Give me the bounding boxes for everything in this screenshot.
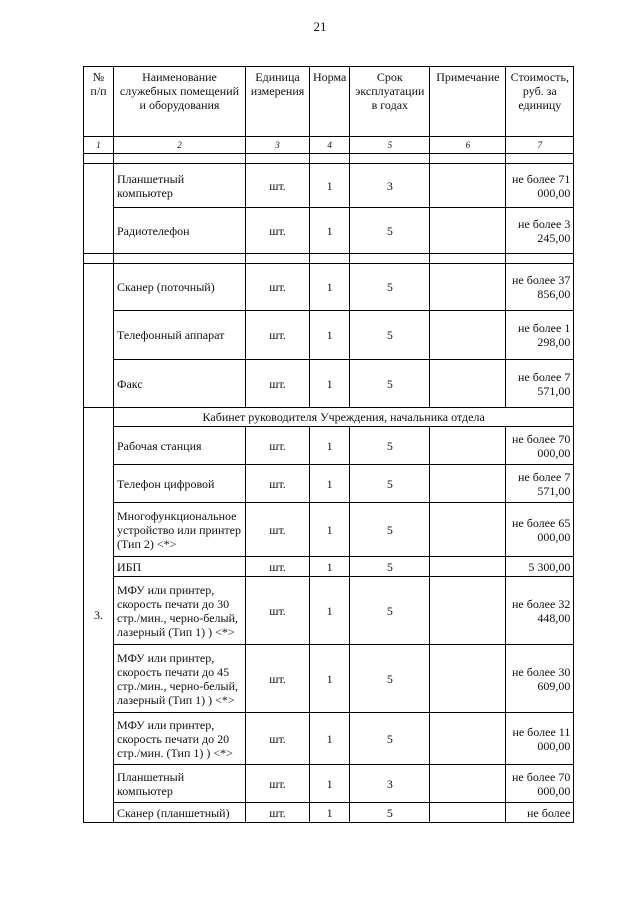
item-norm: 1 bbox=[310, 503, 350, 557]
table-row bbox=[84, 427, 574, 465]
item-name: Планшетный компьютер bbox=[114, 765, 246, 803]
item-note bbox=[430, 557, 506, 577]
item-name: Планшетный компьютер bbox=[114, 164, 246, 208]
item-norm: 1 bbox=[310, 164, 350, 208]
item-norm: 1 bbox=[310, 264, 350, 311]
item-norm: 1 bbox=[310, 427, 350, 465]
section-number: 3. bbox=[84, 408, 114, 823]
item-term: 5 bbox=[350, 264, 430, 311]
item-unit: шт. bbox=[246, 427, 310, 465]
item-norm: 1 bbox=[310, 803, 350, 823]
item-term: 3 bbox=[350, 164, 430, 208]
item-price: не более bbox=[506, 803, 574, 823]
column-number: 1 bbox=[84, 137, 114, 154]
column-number: 7 bbox=[506, 137, 574, 154]
section-row bbox=[84, 408, 574, 427]
item-price: не более 30 609,00 bbox=[506, 645, 574, 713]
item-price: не более 65 000,00 bbox=[506, 503, 574, 557]
item-price: не более 7 571,00 bbox=[506, 465, 574, 503]
item-unit: шт. bbox=[246, 577, 310, 645]
item-price: не более 11 000,00 bbox=[506, 713, 574, 765]
item-note bbox=[430, 311, 506, 360]
row-number-cell bbox=[84, 164, 114, 254]
item-name: МФУ или принтер, скорость печати до 30 стр./мин., черно-белый, лазерный (Тип 1) ) <*> bbox=[114, 577, 246, 645]
item-term: 5 bbox=[350, 208, 430, 254]
item-name: ИБП bbox=[114, 557, 246, 577]
column-number: 4 bbox=[310, 137, 350, 154]
column-number: 6 bbox=[430, 137, 506, 154]
header-norm: Норма bbox=[310, 67, 350, 137]
table-row bbox=[84, 713, 574, 765]
item-note bbox=[430, 645, 506, 713]
table-row bbox=[84, 557, 574, 577]
item-note bbox=[430, 765, 506, 803]
item-term: 5 bbox=[350, 557, 430, 577]
column-number: 3 bbox=[246, 137, 310, 154]
item-name: Многофункциональное устройство или принтер (Тип 2) <*> bbox=[114, 503, 246, 557]
table-row bbox=[84, 765, 574, 803]
header-price: Стоимость, руб. за единицу bbox=[506, 67, 574, 137]
item-term: 5 bbox=[350, 465, 430, 503]
item-note bbox=[430, 427, 506, 465]
row-number-cell bbox=[84, 264, 114, 408]
item-name: Сканер (поточный) bbox=[114, 264, 246, 311]
column-number-row bbox=[84, 137, 574, 154]
item-unit: шт. bbox=[246, 311, 310, 360]
item-unit: шт. bbox=[246, 164, 310, 208]
table-row bbox=[84, 311, 574, 360]
item-note bbox=[430, 208, 506, 254]
item-norm: 1 bbox=[310, 360, 350, 408]
header-name: Наименование служебных помещений и оборудования bbox=[114, 67, 246, 137]
item-name: Сканер (планшетный) bbox=[114, 803, 246, 823]
item-unit: шт. bbox=[246, 557, 310, 577]
item-name: Факс bbox=[114, 360, 246, 408]
item-price: не более 70 000,00 bbox=[506, 765, 574, 803]
table-row bbox=[84, 360, 574, 408]
item-norm: 1 bbox=[310, 577, 350, 645]
item-norm: 1 bbox=[310, 645, 350, 713]
item-name: Радиотелефон bbox=[114, 208, 246, 254]
item-price: 5 300,00 bbox=[506, 557, 574, 577]
item-price: не более 7 571,00 bbox=[506, 360, 574, 408]
item-term: 5 bbox=[350, 311, 430, 360]
item-term: 5 bbox=[350, 803, 430, 823]
header-note: Примечание bbox=[430, 67, 506, 137]
item-unit: шт. bbox=[246, 465, 310, 503]
item-note bbox=[430, 713, 506, 765]
item-price: не более 32 448,00 bbox=[506, 577, 574, 645]
header-row bbox=[84, 67, 574, 137]
table-row bbox=[84, 645, 574, 713]
item-name: Телефон цифровой bbox=[114, 465, 246, 503]
item-note bbox=[430, 503, 506, 557]
item-term: 5 bbox=[350, 427, 430, 465]
item-unit: шт. bbox=[246, 713, 310, 765]
item-note bbox=[430, 577, 506, 645]
item-norm: 1 bbox=[310, 557, 350, 577]
table-row bbox=[84, 503, 574, 557]
item-unit: шт. bbox=[246, 803, 310, 823]
item-name: Телефонный аппарат bbox=[114, 311, 246, 360]
item-norm: 1 bbox=[310, 713, 350, 765]
item-norm: 1 bbox=[310, 208, 350, 254]
item-unit: шт. bbox=[246, 208, 310, 254]
table-row bbox=[84, 208, 574, 254]
item-term: 5 bbox=[350, 713, 430, 765]
item-price: не более 1 298,00 bbox=[506, 311, 574, 360]
item-note bbox=[430, 264, 506, 311]
item-term: 5 bbox=[350, 645, 430, 713]
item-term: 5 bbox=[350, 503, 430, 557]
item-note bbox=[430, 164, 506, 208]
header-unit: Единица измерения bbox=[246, 67, 310, 137]
equipment-table bbox=[83, 66, 574, 823]
item-unit: шт. bbox=[246, 360, 310, 408]
item-price: не более 70 000,00 bbox=[506, 427, 574, 465]
table-row bbox=[84, 465, 574, 503]
column-number: 5 bbox=[350, 137, 430, 154]
table-row bbox=[84, 803, 574, 823]
item-note bbox=[430, 465, 506, 503]
item-unit: шт. bbox=[246, 503, 310, 557]
item-term: 3 bbox=[350, 765, 430, 803]
table-row bbox=[84, 264, 574, 311]
spacer-row bbox=[84, 254, 574, 264]
item-norm: 1 bbox=[310, 465, 350, 503]
table-row bbox=[84, 577, 574, 645]
section-title: Кабинет руководителя Учреждения, начальника отдела bbox=[114, 408, 574, 427]
item-name: МФУ или принтер, скорость печати до 45 стр./мин., черно-белый, лазерный (Тип 1) ) <*> bbox=[114, 645, 246, 713]
item-norm: 1 bbox=[310, 765, 350, 803]
item-name: МФУ или принтер, скорость печати до 20 стр./мин. (Тип 1) ) <*> bbox=[114, 713, 246, 765]
header-number: № п/п bbox=[84, 67, 114, 137]
item-norm: 1 bbox=[310, 311, 350, 360]
column-number: 2 bbox=[114, 137, 246, 154]
item-price: не более 37 856,00 bbox=[506, 264, 574, 311]
spacer-row bbox=[84, 154, 574, 164]
item-unit: шт. bbox=[246, 645, 310, 713]
item-note bbox=[430, 360, 506, 408]
page-number: 21 bbox=[313, 19, 327, 34]
item-note bbox=[430, 803, 506, 823]
item-unit: шт. bbox=[246, 765, 310, 803]
item-price: не более 71 000,00 bbox=[506, 164, 574, 208]
item-name: Рабочая станция bbox=[114, 427, 246, 465]
item-term: 5 bbox=[350, 577, 430, 645]
item-unit: шт. bbox=[246, 264, 310, 311]
item-term: 5 bbox=[350, 360, 430, 408]
item-price: не более 3 245,00 bbox=[506, 208, 574, 254]
table-row bbox=[84, 164, 574, 208]
header-term: Срок эксплуатации в годах bbox=[350, 67, 430, 137]
